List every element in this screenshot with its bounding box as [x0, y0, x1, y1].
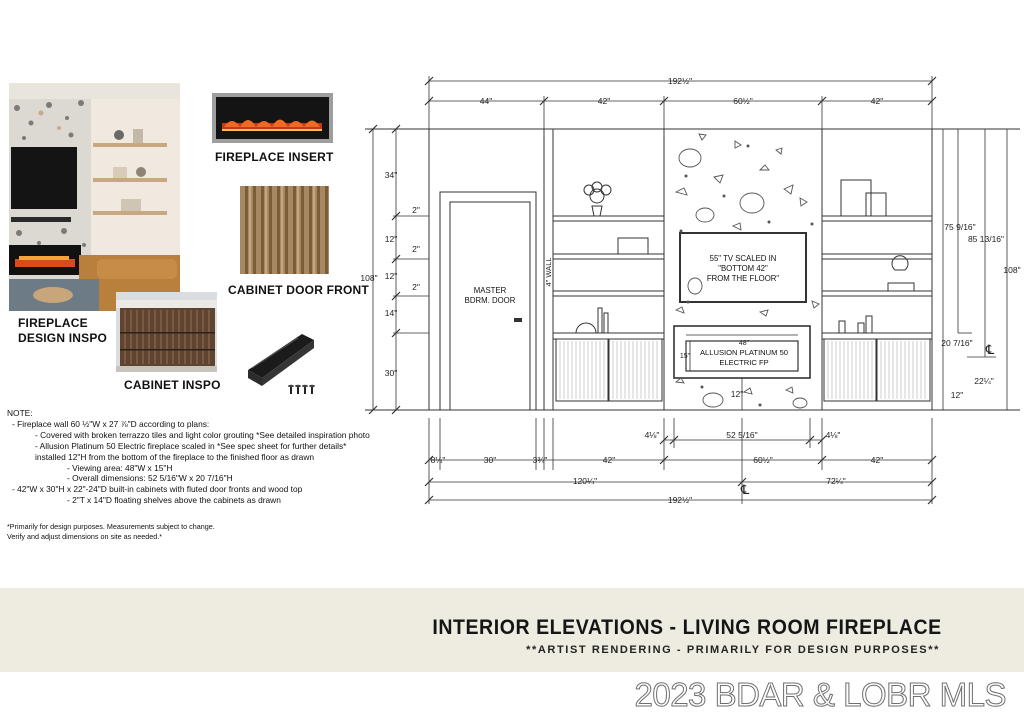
cabinet-door-front-caption: CABINET DOOR FRONT [228, 283, 369, 297]
dim-left-height: 12" [384, 234, 398, 244]
fp-viewing-width: 48" [738, 340, 750, 347]
dim-top-overall: 192½" [667, 76, 693, 86]
dim-bottom-row2: 30" [483, 455, 497, 465]
note-line: - Viewing area: 48"W x 15"H [67, 462, 173, 473]
centerline-symbol: ℄ [740, 482, 750, 497]
dim-bottom-row1: 52 5/16" [726, 430, 758, 440]
fireplace-design-inspo-caption: FIREPLACE DESIGN INSPO [18, 316, 108, 345]
dim-bottom-row2: 42" [602, 455, 616, 465]
mls-watermark: 2023 BDAR & LOBR MLS [634, 676, 1006, 713]
dim-bottom-row2: 3¾" [532, 455, 548, 465]
sheet-title: INTERIOR ELEVATIONS - LIVING ROOM FIREPLACE [432, 616, 942, 639]
dim-top-segment: 60½" [733, 96, 753, 106]
dim-bottom-row2: 42" [870, 455, 884, 465]
dim-right-height: 12" [950, 390, 964, 400]
dim-right-height: 85 13/16" [967, 234, 1005, 244]
centerline-symbol: ℄ [985, 342, 995, 357]
fp-label: ALLUSION PLATINUM 50 ELECTRIC FP [699, 348, 789, 367]
dim-top-segment: 42" [870, 96, 884, 106]
fireplace-insert-caption: FIREPLACE INSERT [215, 150, 334, 164]
dim-right-height: 20 7/16" [941, 338, 973, 348]
door-label: MASTER BDRM. DOOR [464, 286, 516, 305]
tv-label: 55" TV SCALED IN "BOTTOM 42" FROM THE FLOOR" [706, 254, 780, 283]
sheet-subtitle: **ARTIST RENDERING - PRIMARILY FOR DESIGN PURPOSES** [526, 644, 940, 656]
dim-top-segment: 42" [597, 96, 611, 106]
note-line: - Fireplace wall 60 ½"W x 27 ⅞"D according to plans: [12, 418, 210, 429]
dim-left-height: 12" [384, 271, 398, 281]
dim-right-height: 75 9/16" [944, 222, 976, 232]
note-line: - 42"W x 30"H x 22"-24"D built-in cabinets with fluted door fronts and wood top [12, 484, 303, 495]
note-line: installed 12"H from the bottom of the fireplace to the finished floor as drawn [35, 451, 315, 462]
dim-shelf-thickness: 2" [412, 205, 420, 215]
dim-shelf-thickness: 2" [412, 244, 420, 254]
note-line: - Covered with broken terrazzo tiles and light color grouting *See detailed inspiration photo [35, 429, 370, 440]
design-footnote: *Primarily for design purposes. Measurements subject to change. Verify and adjust dimensions on site as needed.* [7, 522, 215, 541]
dim-bottom-row3: 72¼" [826, 476, 846, 486]
dim-right-height: 108" [1003, 265, 1021, 275]
wall-label: 4" WALL [544, 257, 553, 287]
dim-shelf-thickness: 2" [412, 282, 420, 292]
dim-top-segment: 44" [479, 96, 493, 106]
fp-floor-gap: 12" [730, 389, 744, 399]
note-line: - 2"T x 14"D floating shelves above the cabinets as drawn [67, 495, 281, 506]
dim-left-height: 14" [384, 308, 398, 318]
dim-left-height: 30" [384, 368, 398, 378]
dim-bottom-row2: 60½" [753, 455, 773, 465]
fp-viewing-height: 15" [679, 353, 691, 360]
dim-bottom-row3: 120¼" [572, 476, 598, 486]
dim-right-height: 22¼" [974, 376, 994, 386]
notes-heading: NOTE: [7, 408, 33, 418]
dim-bottom-overall: 192½" [667, 495, 693, 505]
dim-left-height: 34" [384, 170, 398, 180]
dim-bottom-row1: 4⅛" [825, 430, 841, 440]
note-line: - Overall dimensions: 52 5/16"W x 20 7/16"H [67, 473, 233, 484]
dim-left-overall: 108" [360, 273, 378, 283]
note-line: - Allusion Platinum 50 Electric fireplace scaled in *See spec sheet for further details* [35, 440, 347, 451]
dim-bottom-row2: 8¼" [430, 455, 446, 465]
cabinet-inspo-caption: CABINET INSPO [124, 378, 221, 392]
dim-bottom-row1: 4⅛" [644, 430, 660, 440]
